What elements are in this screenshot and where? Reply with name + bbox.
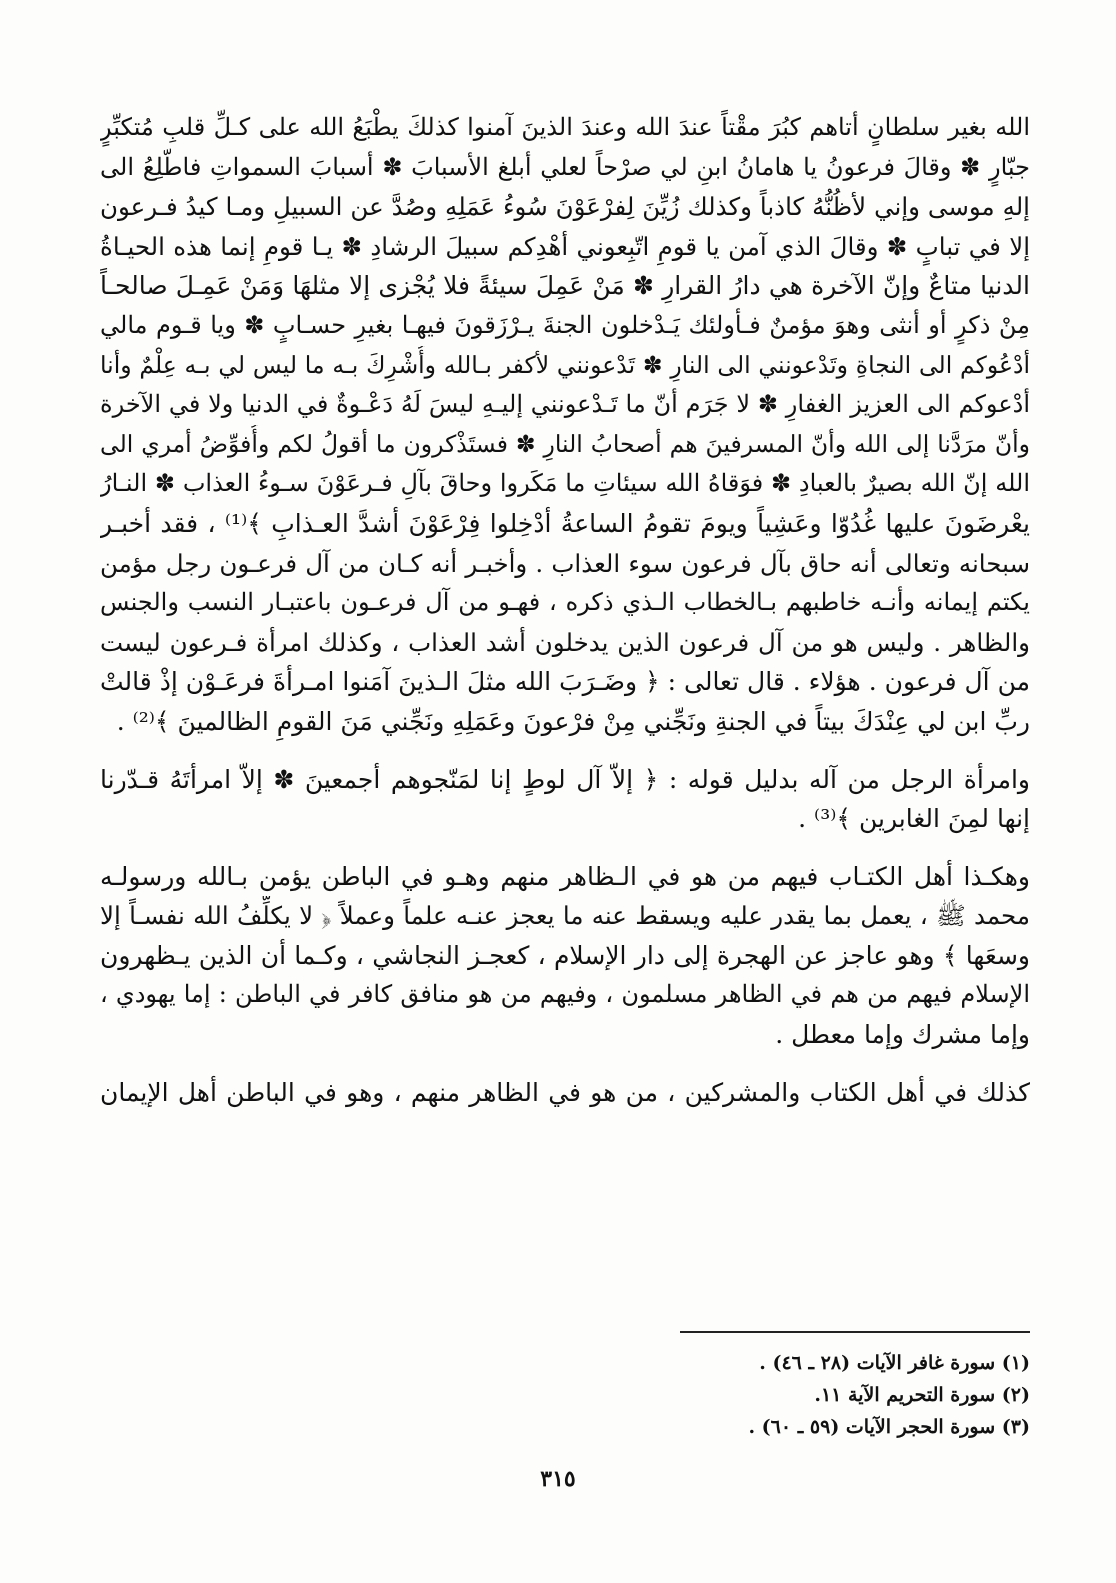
text-line: سبحانه وتعالى أنه حاق بآل فرعون سوء العذاب . وأخبـر أنه كـان من آل فرعـون رجل مؤمن xyxy=(100,548,1030,578)
text-line: وأنّ مرَدَّنا إلى الله وأنّ المسرفينَ هم أصحابُ النارِ ✽ فستَذْكرون ما أقولُ لكم وأُفوِّضُ أمري الى xyxy=(100,429,1030,458)
text-line: يعْرضَونَ عليها غُدُوّا وعَشِياً ويومَ تقومُ الساعةُ أدْخِلوا فِرْعَوْنَ أشدَّ العـذابِ ﴾⁽¹⁾ ، فقد أخبـر xyxy=(100,508,1030,538)
footnote-divider xyxy=(680,1331,1030,1333)
text-line: محمد ﷺ ، يعمل بما يقدر عليه ويسقط عنه ما يعجز عنـه علماً وعملاً ﴿ لا يكلِّفُ الله نفسـاً إلا xyxy=(100,901,1030,931)
text-line: والظاهر . وليس هو من آل فرعون الذين يدخلون أشد العذاب ، وكذلك امرأة فـرعون ليست xyxy=(100,627,1030,657)
text-line: من آل فرعون . هؤلاء . قال تعالى : ﴿ وضَـرَبَ الله مثلَ الـذينَ آمَنوا امـرأةَ فرعَـوْن إذْ قالتْ xyxy=(100,667,1030,697)
paragraph-1 xyxy=(100,108,1030,742)
text-line: أدْعوكم الى العزيز الغفارِ ✽ لا جَرَم أنّ ما تَـدْعونني إليـهِ ليسَ لَهُ دَعْـوةٌ في الدنيا ولا في الآخرة xyxy=(100,390,1030,419)
text-line: وإما مشرك وإما معطل . xyxy=(775,1020,1030,1050)
text-line: أدْعُوكم الى النجاةِ وتَدْعونني الى النارِ ✽ تَدْعونني لأكفر بـالله وأُشْرِكَ بـه ما ليس لي بـه عِلْمٌ وأنا xyxy=(100,350,1030,379)
text-line: ربِّ ابن لي عِنْدَكَ بيتاً في الجنةِ ونَجِّني مِنْ فرْعونَ وعَمَلِهِ ونَجِّني مَنَ القومِ الظالمينَ ﴾⁽²⁾ . xyxy=(116,706,1030,736)
footnote-2: (٢) سورة التحريم الآية ١١. xyxy=(814,1384,1030,1406)
footnote-3: (٣) سورة الحجر الآيات (٥٩ ـ ٦٠) . xyxy=(748,1416,1030,1438)
text-line: وسعَها ﴾ وهو عاجز عن الهجرة إلى دار الإسلام ، كعجـز النجاشي ، وكـما أن الذين يـظهرون xyxy=(100,940,1030,970)
paragraph-4 xyxy=(100,1073,1030,1113)
text-line: مِنْ ذكرٍ أو أنثى وهوَ مؤمنٌ فـأولئك يَـدْخلون الجنةَ يـرْزَقونَ فيهـا بغيرِ حسـابٍ ✽ ويا قـوم مالي xyxy=(100,310,1030,339)
paragraph-gap xyxy=(100,1055,1030,1073)
text-line: الإسلام فيهم من هم في الظاهر مسلمون ، وفيهم من هو منافق كافر في الباطن : إما يهودي ، xyxy=(100,980,1030,1009)
footnote-1: (١) سورة غافر الآيات (٢٨ ـ ٤٦) . xyxy=(759,1352,1030,1374)
text-line: يكتم إيمانه وأنـه خاطبهم بـالخطاب الـذي ذكره ، فهـو من آل فرعـون باعتبـار النسب والجنس xyxy=(100,588,1030,617)
main-text xyxy=(100,108,1030,1112)
paragraph-3 xyxy=(100,857,1030,1055)
text-line: الله إنّ الله بصيرٌ بالعبادِ ✽ فوَقاهُ الله سيئاتِ ما مَكَروا وحاقَ بآلِ فـرعَوْنَ سـوءُ العذاب ✽ النـارُ xyxy=(100,469,1030,498)
text-line: وهكـذا أهل الكتـاب فيهم من هو في الـظاهر منهم وهـو في الباطن يؤمن بـالله ورسولـه xyxy=(100,861,1030,891)
paragraph-gap xyxy=(100,839,1030,857)
text-line: إلا في تبابٍ ✽ وقالَ الذي آمن يا قومِ اتّبِعوني أهْدِكم سبيلَ الرشادِ ✽ يـا قومِ إنما هذه الحيـاةُ xyxy=(100,231,1030,261)
text-line: الدنيا متاعٌ وإنّ الآخرة هي دارُ القرارِ ✽ مَنْ عَمِلَ سيئةً فلا يُجْزى إلا مثلهَا وَمَنْ عَمِـلَ صالحـاً xyxy=(100,271,1030,301)
text-line: وامرأة الرجل من آله بدليل قوله : ﴿ إلاّ آل لوطٍ إنا لمَنّجوهم أجمعينَ ✽ إلاّ امرأتَهُ قـدّرنا xyxy=(100,764,1030,794)
text-line: كذلك في أهل الكتاب والمشركين ، من هو في الظاهر منهم ، وهو في الباطن أهل الإيمان xyxy=(100,1077,1030,1107)
text-line: جبّارٍ ✽ وقالَ فرعونُ يا هامانُ ابنِ لي صرْحاً لعلي أبلغ الأسبابَ ✽ أسبابَ السمواتِ فاطّلِعُ الى xyxy=(100,152,1030,181)
text-line: إلهِ موسى وإني لأظُنُّهُ كاذباً وكذلك زُيِّنَ لِفرْعَوْنَ سُوءُ عَمَلِهِ وصُدَّ عن السبيلِ ومـا كيدُ فـرعون xyxy=(100,192,1030,222)
paragraph-2 xyxy=(100,760,1030,839)
page-number: ٣١٥ xyxy=(540,1466,576,1492)
text-line: الله بغير سلطانٍ أتاهم كبُرَ مقْتاً عندَ الله وعندَ الذينَ آمنوا كذلكَ يطْبَعُ الله على كـلِّ قلبِ مُتكبِّرٍ xyxy=(100,113,1030,141)
paragraph-gap xyxy=(100,742,1030,760)
footnotes xyxy=(600,1347,1030,1443)
text-line: إنها لمِنَ الغابرين ﴾⁽³⁾ . xyxy=(798,804,1030,834)
